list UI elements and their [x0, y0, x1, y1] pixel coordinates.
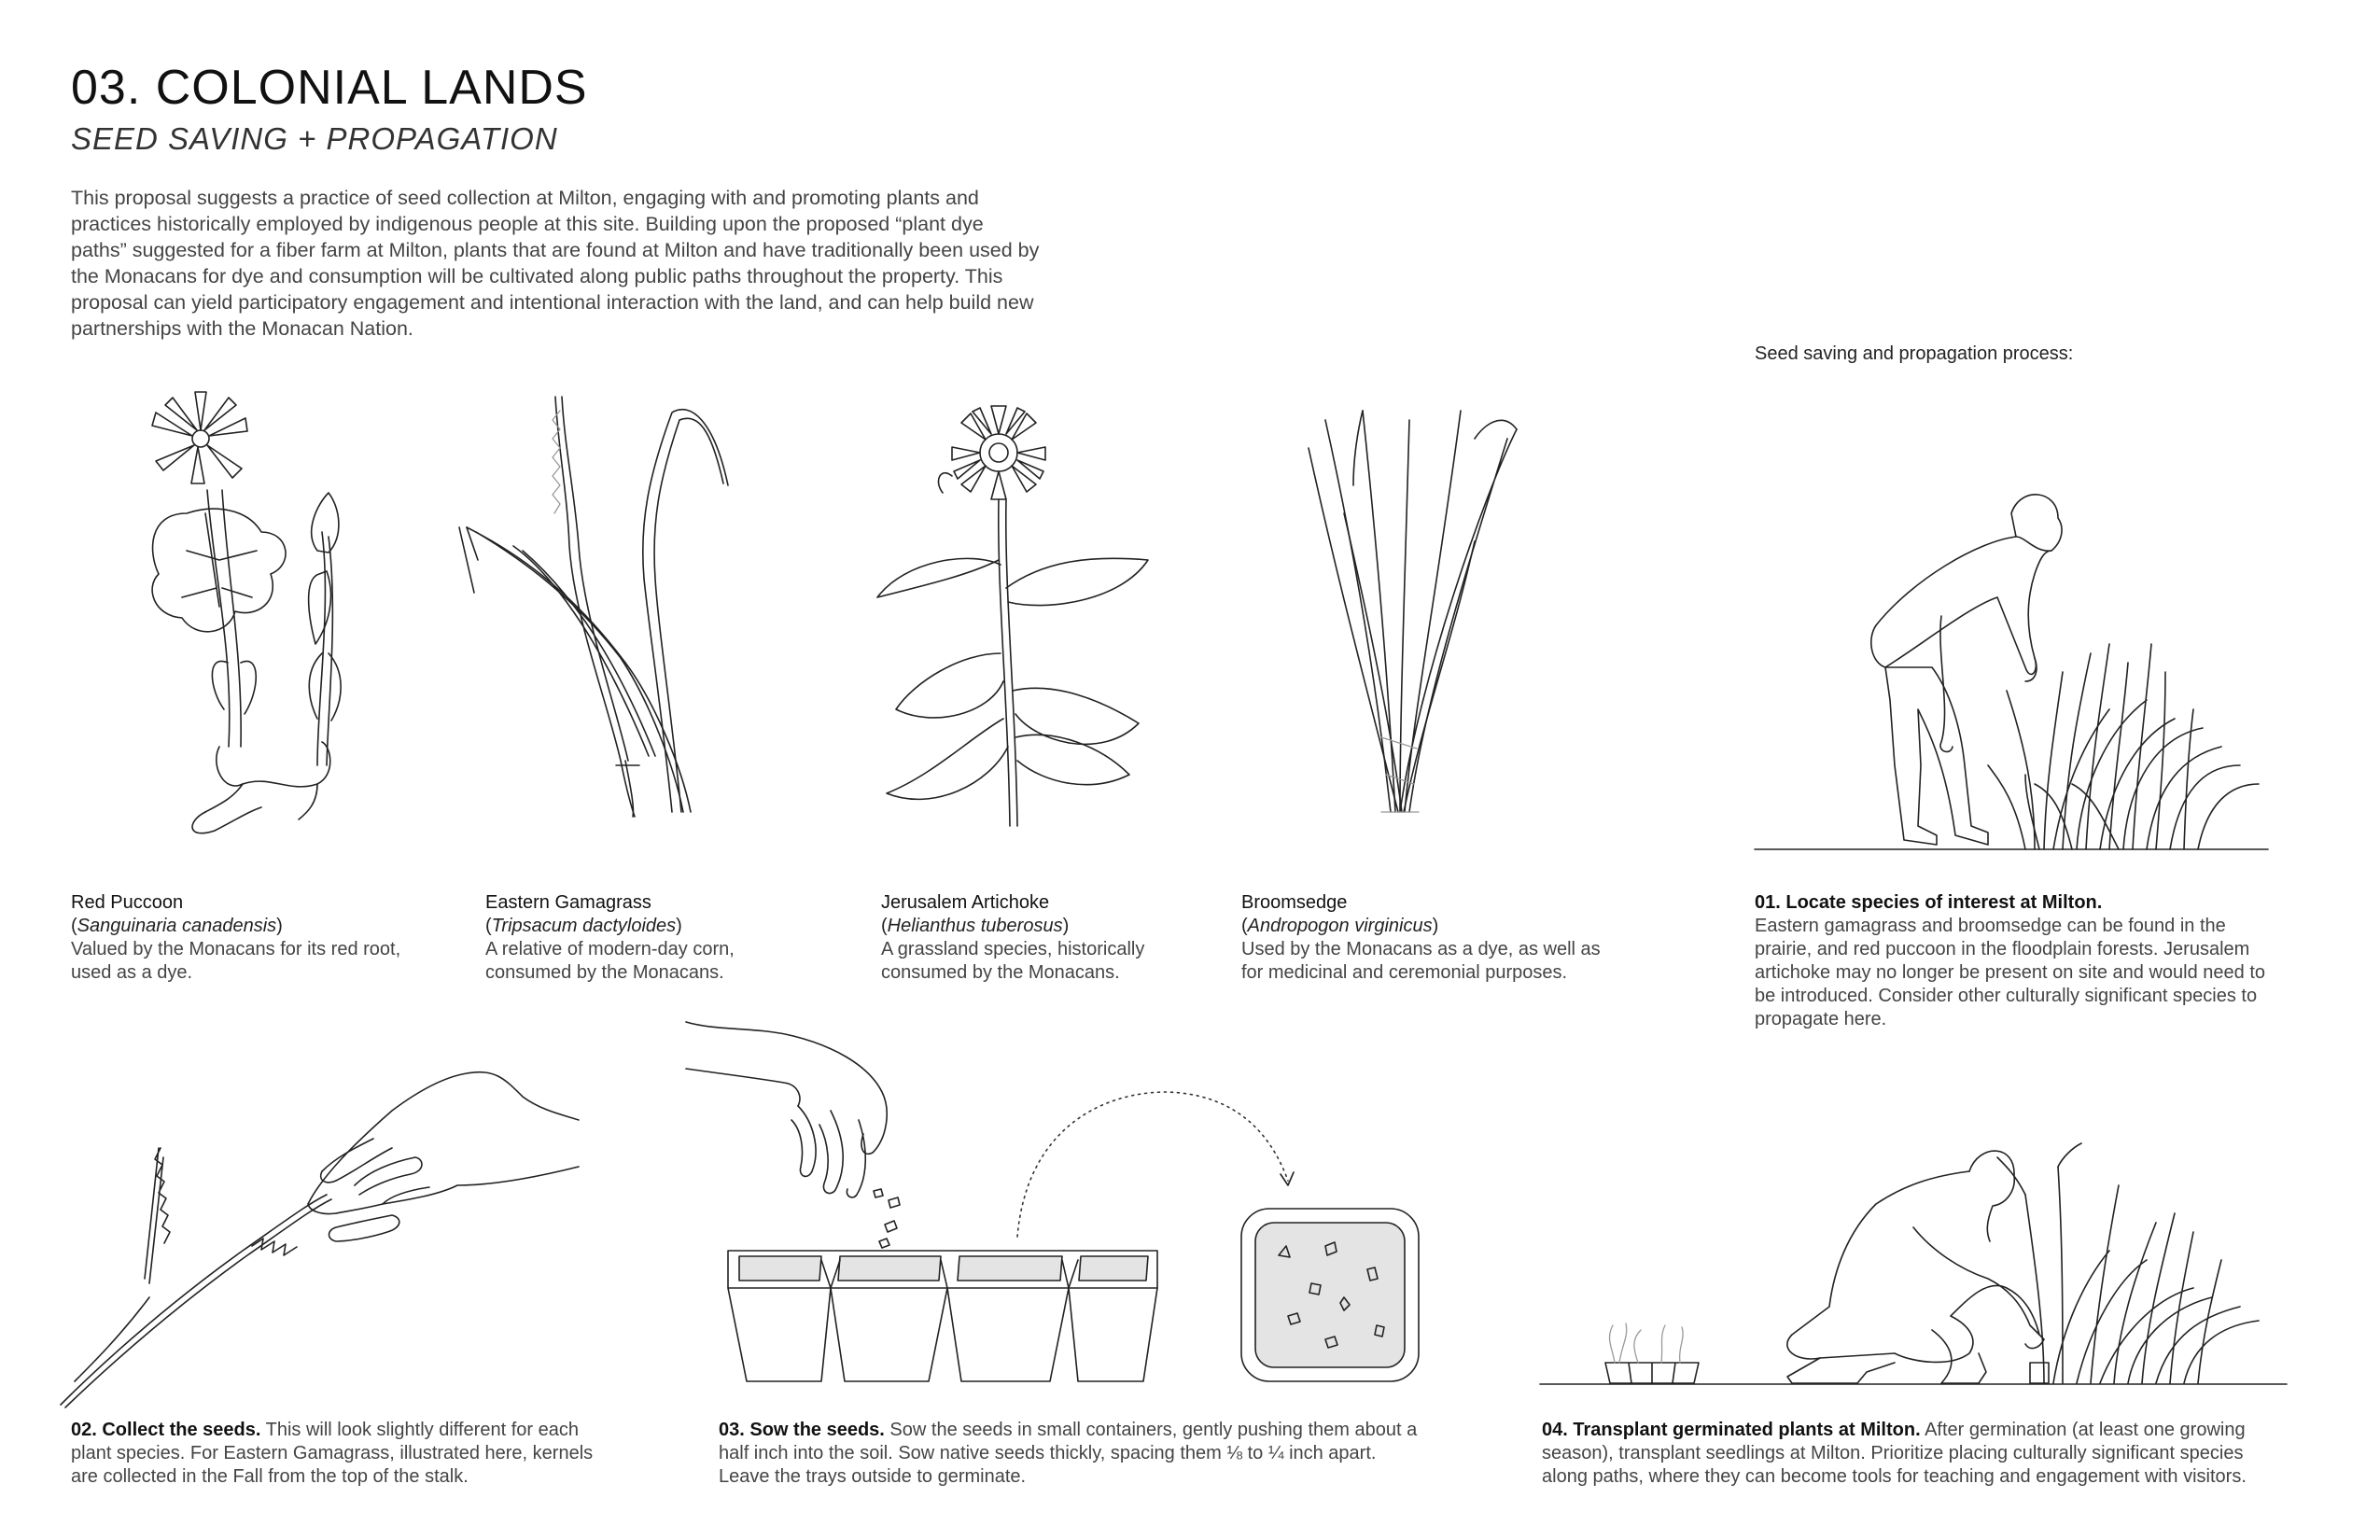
- step-transplant-illustration: [1540, 1139, 2296, 1395]
- plant-scientific-name: Sanguinaria canadensis: [77, 916, 277, 936]
- plant-scientific-name: Helianthus tuberosus: [887, 916, 1063, 936]
- step-title: 01. Locate species of interest at Milton.: [1755, 892, 2103, 913]
- page-title: 03. COLONIAL LANDS: [71, 61, 588, 115]
- step-01-locate: [1755, 891, 2277, 1031]
- process-heading: Seed saving and propagation process:: [1755, 343, 2074, 364]
- step-text: Sow the seeds in small containers, gently pushing them about a half inch into the soil. Sow native seeds thickly, spacing them ⅛ to ¼ inch apart. Leave the trays outside to germinate.: [719, 1420, 1418, 1487]
- plant-name: Broomsedge: [1241, 892, 1348, 913]
- step-text: This will look slightly different for each plant species. For Eastern Gamagrass, illustrated here, kernels are collected in the Fall from the top of the stalk.: [71, 1420, 594, 1487]
- plant-name: Jerusalem Artichoke: [881, 892, 1050, 913]
- plant-scientific-name: Andropogon virginicus: [1247, 916, 1433, 936]
- step-collect-illustration: [56, 1055, 579, 1409]
- plant-description: A relative of modern-day corn, consumed by the Monacans.: [485, 939, 735, 983]
- plant-scientific-name: Tripsacum dactyloides: [491, 916, 677, 936]
- red-puccoon-illustration: [131, 373, 411, 840]
- plant-caption-broomsedge: Broomsedge (Andropogon virginicus) Used by the Monacans as a dye, as well as for medicinal and ceremonial purposes.: [1241, 891, 1615, 985]
- page-subtitle: SEED SAVING + PROPAGATION: [71, 121, 558, 156]
- plant-name: Eastern Gamagrass: [485, 892, 651, 913]
- step-locate-illustration: [1755, 485, 2277, 859]
- step-title: 04. Transplant germinated plants at Milton.: [1542, 1420, 1921, 1440]
- step-text: After germination (at least one growing season), transplant seedlings at Milton. Prioritize placing culturally significant species along paths, where they can become tools for teaching and engagement with visitors.: [1542, 1420, 2247, 1487]
- plant-caption-eastern-gamagrass: Eastern Gamagrass (Tripsacum dactyloides) A relative of modern-day corn, consumed by the Monacans.: [485, 891, 775, 985]
- plant-description: Used by the Monacans as a dye, as well as for medicinal and ceremonial purposes.: [1241, 939, 1601, 983]
- plant-name: Red Puccoon: [71, 892, 184, 913]
- intro-paragraph: This proposal suggests a practice of seed collection at Milton, engaging with and promoting plants and practices historically employed by indigenous people at this site. Building upon the proposed “plant dye paths” suggested for a fiber farm at Milton, plants that are found at Milton and have traditionally been used by the Monacans for dye and consumption will be cultivated along public paths throughout the property. This proposal can yield participatory engagement and intentional interaction with the land, and can help build new partnerships with the Monacan Nation.: [71, 187, 1040, 340]
- eastern-gamagrass-illustration: [457, 392, 747, 821]
- broomsedge-illustration: [1307, 401, 1521, 821]
- plant-description: Valued by the Monacans for its red root, used as a dye.: [71, 939, 401, 983]
- step-title: 02. Collect the seeds.: [71, 1420, 261, 1440]
- plant-description: A grassland species, historically consumed by the Monacans.: [881, 939, 1145, 983]
- step-title: 03. Sow the seeds.: [719, 1420, 885, 1440]
- jerusalem-artichoke-illustration: [859, 401, 1157, 831]
- step-02-collect: [71, 1419, 603, 1489]
- plant-caption-jerusalem-artichoke: Jerusalem Artichoke (Helianthus tuberosus) A grassland species, historically consumed by the Monacans.: [881, 891, 1180, 985]
- step-04-transplant: [1542, 1419, 2289, 1489]
- plant-caption-red-puccoon: Red Puccoon (Sanguinaria canadensis) Valued by the Monacans for its red root, used as a dye.: [71, 891, 444, 985]
- step-text: Eastern gamagrass and broomsedge can be found in the prairie, and red puccoon in the floodplain forests. Jerusalem artichoke may no longer be present on site and would need to be introduced. Consider other culturally significant species to propagate here.: [1755, 916, 2266, 1029]
- step-sow-illustration: [681, 1017, 1428, 1391]
- step-03-sow: [719, 1419, 1419, 1489]
